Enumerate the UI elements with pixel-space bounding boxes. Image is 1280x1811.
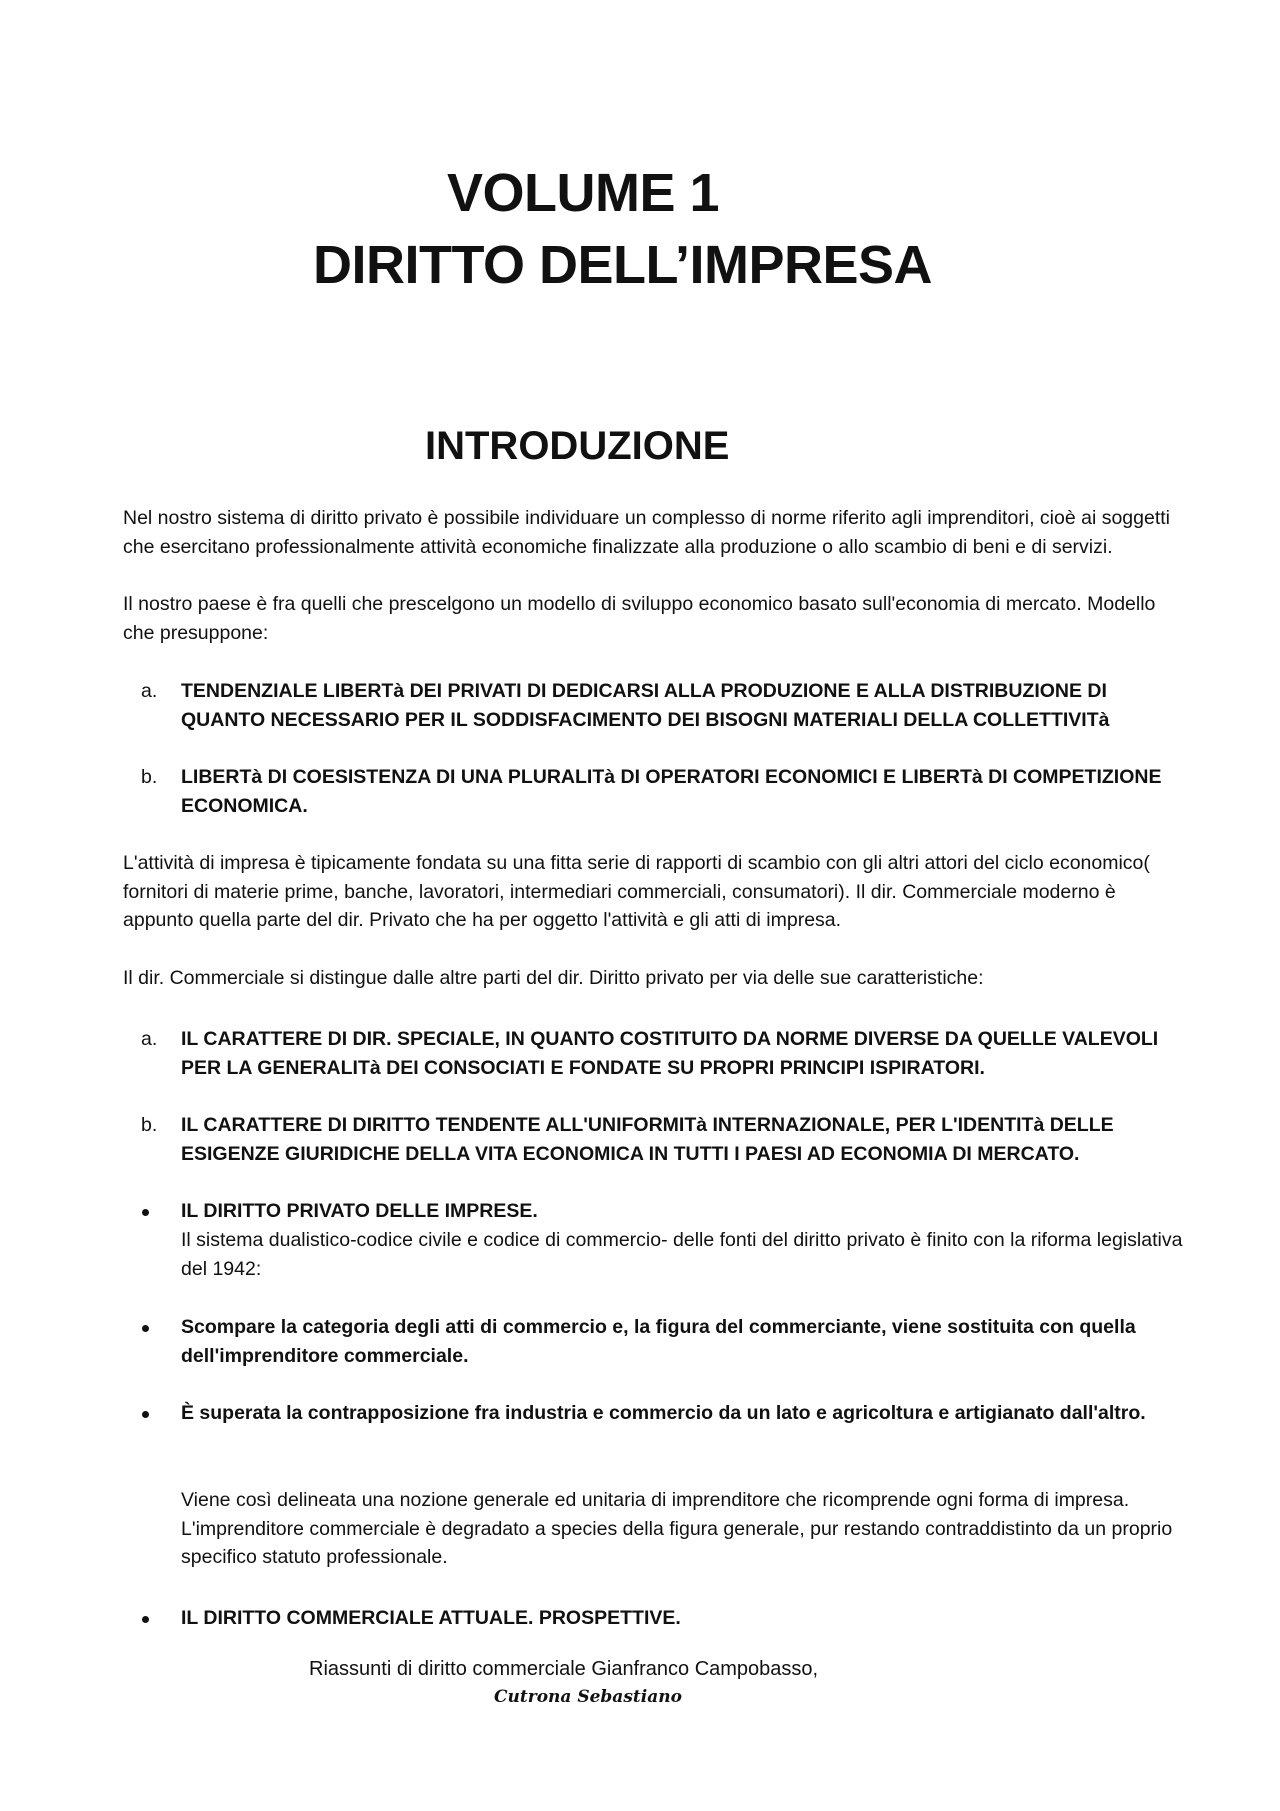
- bullet-unified-entrepreneur-note: Viene così delineata una nozione generale ed unitaria di imprenditore che ricomprende ogni forma di impresa. L'imprenditore commerciale è degradato a species della figura generale, pur restando contraddistinto da un proprio specifico statuto professionale.: [181, 1489, 1173, 1568]
- bullet-icon: [142, 1411, 149, 1418]
- body-paragraph-4: Il dir. Commerciale si distingue dalle altre parti del dir. Diritto privato per via delle sue caratteristiche:: [123, 967, 984, 989]
- bullet-industry-agriculture: È superata la contrapposizione fra industria e commercio da un lato e agricoltura e artigianato dall'altro.: [181, 1402, 1146, 1424]
- list-item-feature-a: IL CARATTERE DI DIR. SPECIALE, IN QUANTO COSTITUITO DA NORME DIVERSE DA QUELLE VALEVOLI PER LA GENERALITà DEI CONSOCIATI E FONDATE SU PROPRI PRINCIPI ISPIRATORI.: [181, 1028, 1159, 1079]
- document-title: DIRITTO DELL’IMPRESA: [313, 235, 933, 295]
- intro-paragraph-1: Nel nostro sistema di diritto privato è possibile individuare un complesso di norme riferito agli imprenditori, cioè ai soggetti che esercitano professionalmente attività economiche finalizzate alla produzione o allo scambio di beni e di servizi.: [123, 507, 1170, 558]
- bullet-commercial-law-prospects: IL DIRITTO COMMERCIALE ATTUALE. PROSPETTIVE.: [181, 1607, 681, 1629]
- list-marker: a.: [141, 680, 158, 702]
- intro-paragraph-2: Il nostro paese è fra quelli che prescelgono un modello di sviluppo economico basato sull'economia di mercato. Modello che presuppone:: [123, 593, 1156, 644]
- bullet-private-law-text: Il sistema dualistico-codice civile e codice di commercio- delle fonti del diritto privato è finito con la riforma legislativa del 1942:: [181, 1229, 1183, 1280]
- list-item-principle-b: LIBERTà DI COESISTENZA DI UNA PLURALITà DI OPERATORI ECONOMICI E LIBERTà DI COMPETIZIONE ECONOMICA.: [181, 766, 1162, 817]
- list-item-principle-a: TENDENZIALE LIBERTà DEI PRIVATI DI DEDICARSI ALLA PRODUZIONE E ALLA DISTRIBUZIONE DI QUANTO NECESSARIO PER IL SODDISFACIMENTO DEI BISOGNI MATERIALI DELLA COLLETTIVITà: [181, 680, 1110, 731]
- bullet-icon: [142, 1209, 149, 1216]
- volume-title: VOLUME 1: [447, 163, 720, 223]
- bullet-icon: [142, 1325, 149, 1332]
- footer-credit: Riassunti di diritto commerciale Gianfranco Campobasso,: [309, 1658, 819, 1680]
- body-paragraph-3: L'attività di impresa è tipicamente fondata su una fitta serie di rapporti di scambio con gli altri attori del ciclo economico( fornitori di materie prime, banche, lavoratori, intermediari commerciali, consumatori). Il dir. Commerciale moderno è appunto quella parte del dir. Privato che ha per oggetto l'attività e gli atti di impresa.: [123, 852, 1150, 931]
- bullet-private-law-title: IL DIRITTO PRIVATO DELLE IMPRESE.: [181, 1200, 538, 1222]
- list-item-feature-b: IL CARATTERE DI DIRITTO TENDENTE ALL'UNIFORMITà INTERNAZIONALE, PER L'IDENTITà DELLE ESIGENZE GIURIDICHE DELLA VITA ECONOMICA IN TUTTI I PAESI AD ECONOMIA DI MERCATO.: [181, 1114, 1114, 1165]
- author-signature: Cutrona Sebastiano: [494, 1687, 682, 1707]
- bullet-icon: [142, 1616, 149, 1623]
- list-marker: b.: [141, 766, 158, 788]
- list-marker: b.: [141, 1114, 158, 1136]
- bullet-commerce-acts: Scompare la categoria degli atti di commercio e, la figura del commerciante, viene sostituita con quella dell'imprenditore commerciale.: [181, 1316, 1136, 1367]
- section-heading: INTRODUZIONE: [425, 424, 730, 468]
- list-marker: a.: [141, 1028, 158, 1050]
